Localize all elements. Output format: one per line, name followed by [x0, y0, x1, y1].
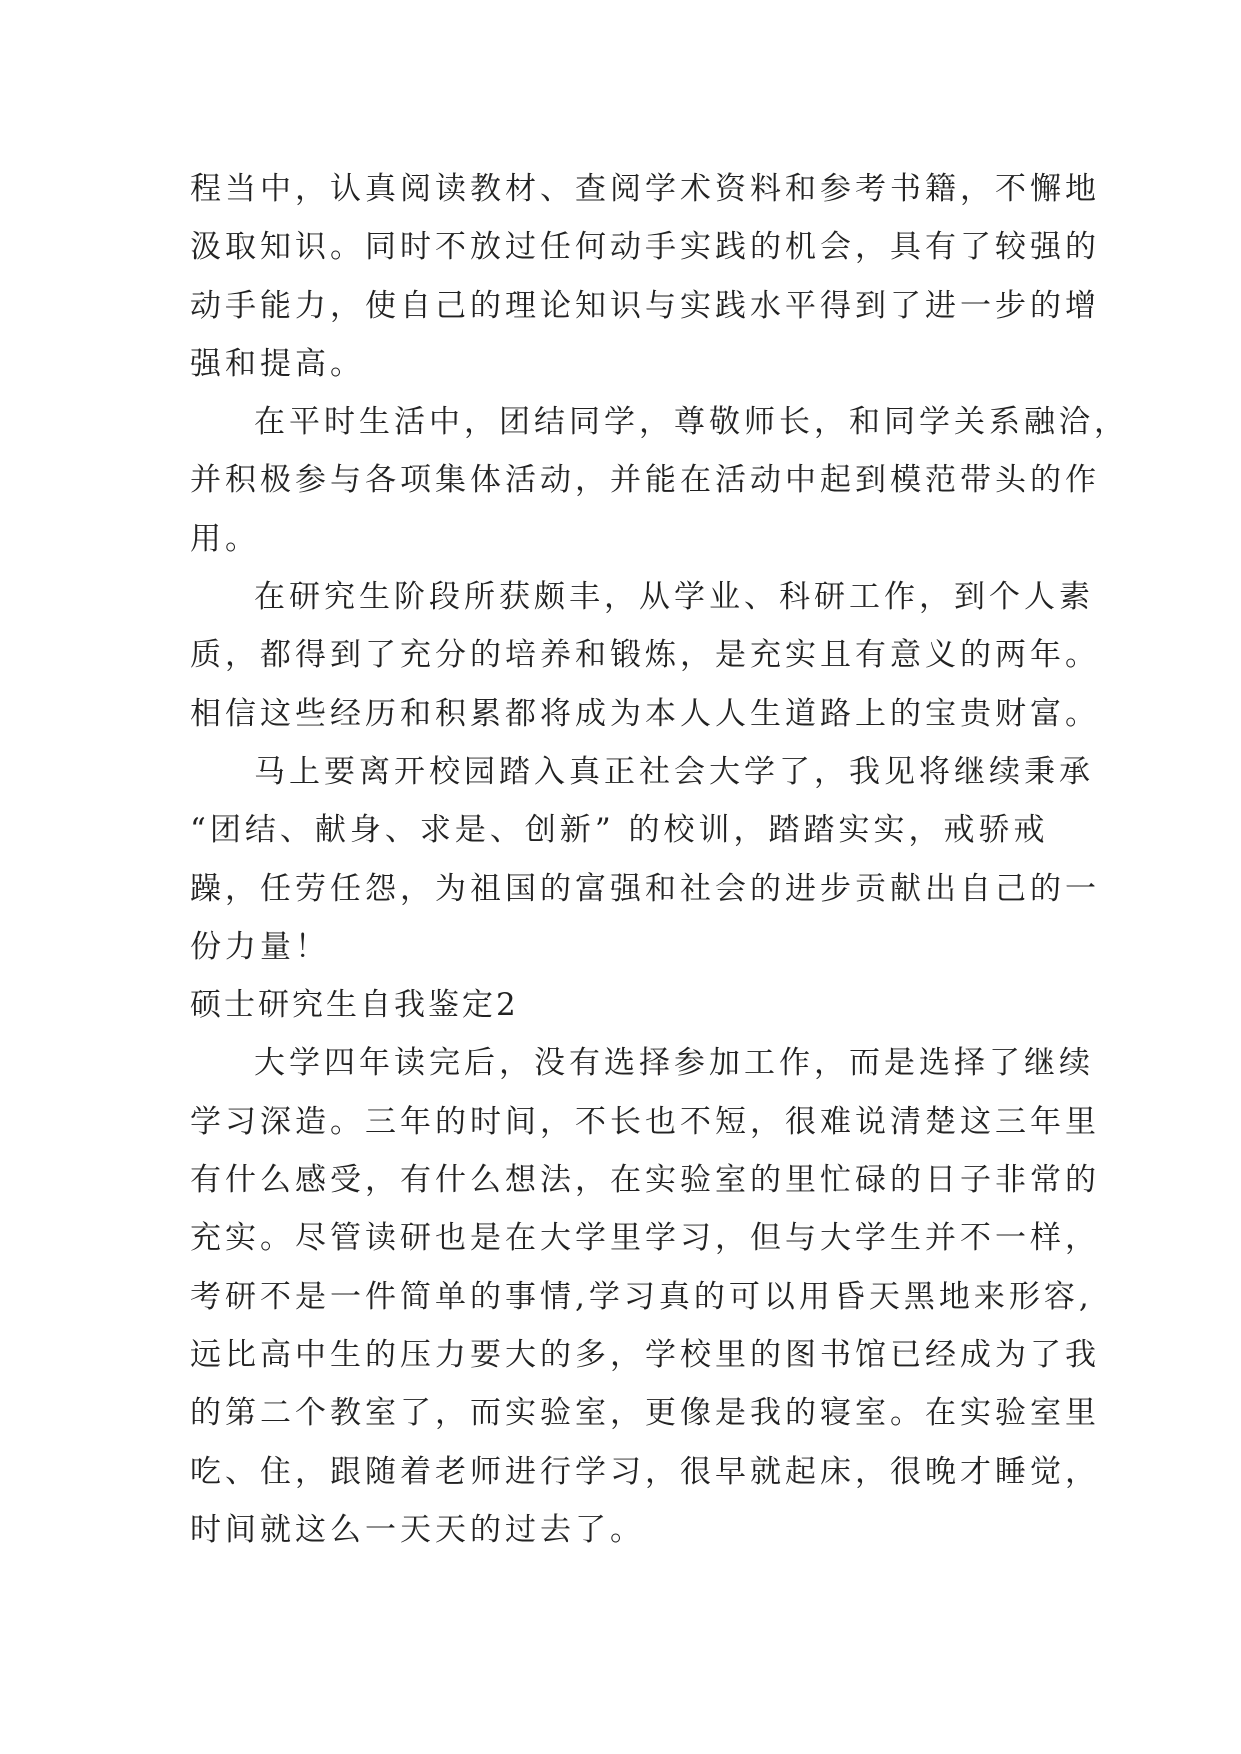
text-line: 有什么感受，有什么想法，在实验室的里忙碌的日子非常的 [190, 1162, 1100, 1199]
text-line: 的第二个教室了，而实验室，更像是我的寝室。在实验室里 [190, 1395, 1100, 1432]
text-line: 学习深造。三年的时间，不长也不短，很难说清楚这三年里 [190, 1103, 1100, 1140]
text-line: 动手能力，使自己的理论知识与实践水平得到了进一步的增 [190, 287, 1100, 324]
text-line: 强和提高。 [190, 345, 365, 382]
text-line: 用。 [190, 520, 260, 557]
text-line: 程当中，认真阅读教材、查阅学术资料和参考书籍，不懈地 [190, 171, 1100, 207]
text-line: 躁，任劳任怨，为祖国的富强和社会的进步贡献出自己的一 [190, 870, 1100, 907]
text-line: 相信这些经历和积累都将成为本人人生道路上的宝贵财富。 [190, 695, 1100, 732]
text-line: 在平时生活中，团结同学，尊敬师长，和同学关系融洽， [254, 404, 1129, 441]
text-line: 质，都得到了充分的培养和锻炼，是充实且有意义的两年。 [190, 637, 1100, 674]
text-line: 汲取知识。同时不放过任何动手实践的机会，具有了较强的 [190, 229, 1100, 266]
text-line: “团结、献身、求是、创新” 的校训，踏踏实实，戒骄戒 [190, 812, 1049, 849]
text-line: 考研不是一件简单的事情,学习真的可以用昏天黑地来形容, [190, 1278, 1093, 1315]
text-line: 充实。尽管读研也是在大学里学习，但与大学生并不一样， [190, 1220, 1100, 1257]
text-line: 时间就这么一天天的过去了。 [190, 1511, 645, 1548]
text-line: 并积极参与各项集体活动，并能在活动中起到模范带头的作 [190, 462, 1100, 499]
text-line: 大学四年读完后，没有选择参加工作，而是选择了继续 [254, 1045, 1094, 1082]
text-line: 马上要离开校园踏入真正社会大学了，我见将继续秉承 [254, 753, 1094, 790]
text-line: 远比高中生的压力要大的多，学校里的图书馆已经成为了我 [190, 1336, 1100, 1373]
text-line: 份力量！ [190, 928, 330, 965]
document-page [190, 160, 1129, 1559]
section-heading: 硕士研究生自我鉴定2 [190, 987, 519, 1024]
text-line: 吃、住，跟随着老师进行学习，很早就起床，很晚才睡觉， [190, 1453, 1100, 1490]
text-line: 在研究生阶段所获颇丰，从学业、科研工作，到个人素 [254, 579, 1094, 616]
